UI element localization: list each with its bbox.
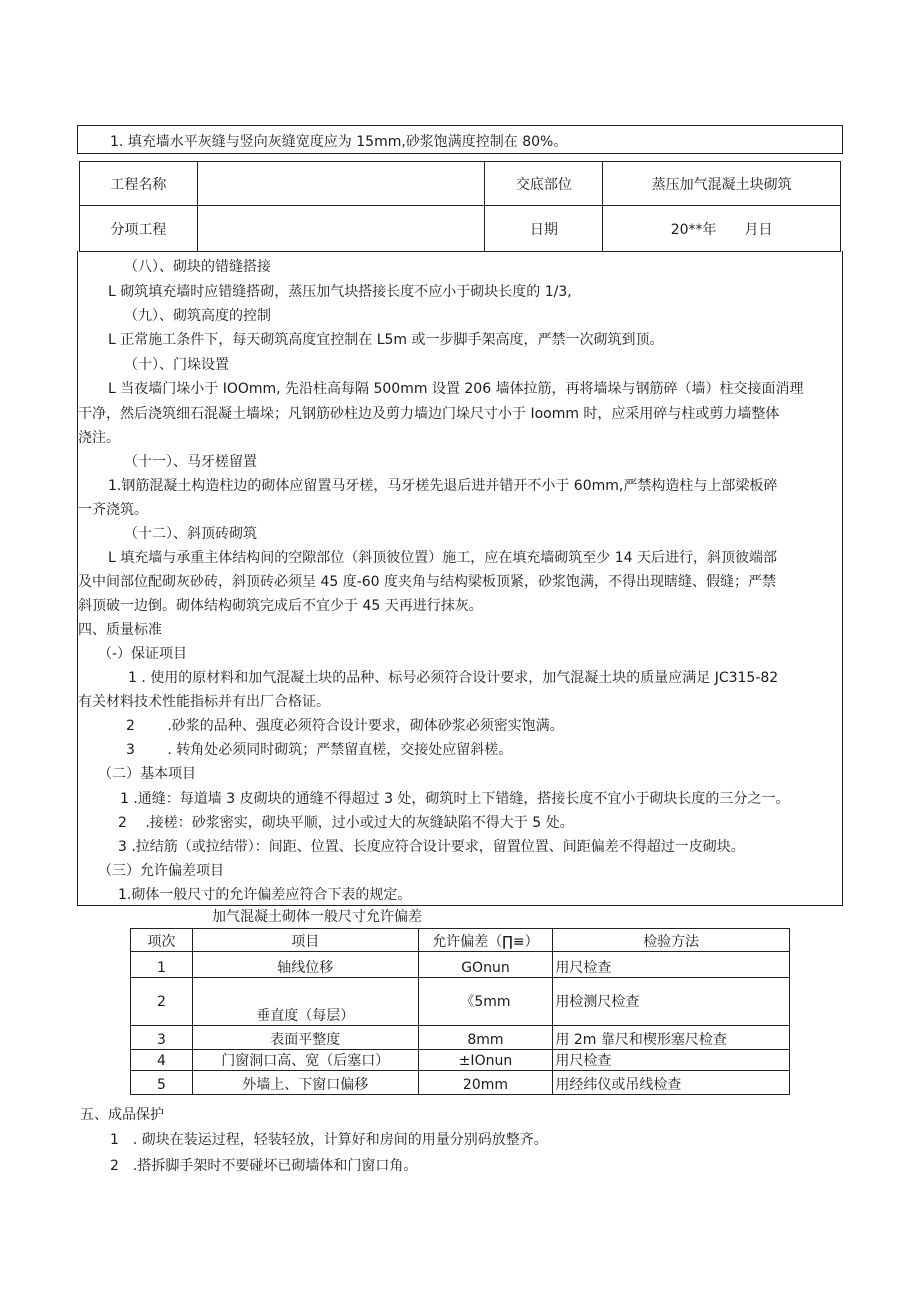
paragraph-line: 一齐浇筑。 <box>78 502 148 518</box>
col-header: 检验方法 <box>553 929 790 952</box>
paragraph-line: 2 .砂浆的品种、强度必须符合设计要求，砌体砂浆必须密实饱满。 <box>126 718 564 734</box>
header-table <box>79 161 841 252</box>
row-item: 垂直度（每层） <box>192 978 418 1026</box>
location-value: 蒸压加气混凝土块砌筑 <box>603 162 841 206</box>
col-header: 允许偏差（∏≡） <box>418 929 553 952</box>
table-row <box>131 978 790 1026</box>
location-label: 交底部位 <box>485 162 603 206</box>
paragraph-line: 1 . 砌块在装运过程，轻装轻放，计算好和房间的用量分别码放整齐。 <box>110 1132 548 1148</box>
heading-10: （十）、门垛设置 <box>124 357 229 373</box>
table-row <box>131 1026 790 1050</box>
tolerance-table <box>130 928 790 1095</box>
col-header: 项目 <box>192 929 418 952</box>
row-item: 门窗洞口高、宽（后塞口） <box>192 1050 418 1071</box>
heading-8: （八）、砌块的错缝搭接 <box>124 259 271 275</box>
row-index: 3 <box>131 1026 193 1050</box>
row-method: 用 2m 靠尺和楔形塞尺检查 <box>553 1026 790 1050</box>
paragraph-line: 1.砌体一般尺寸的允许偏差应符合下表的规定。 <box>118 887 412 903</box>
row-index: 5 <box>131 1071 193 1095</box>
table-title: 加气混凝土砌体一般尺寸允许偏差 <box>212 909 422 925</box>
section-5-title: 五、成品保护 <box>80 1107 164 1123</box>
paragraph-line: L 当夜墙门垛小于 IOOmm, 先沿柱高每隔 500mm 设置 206 墙体拉筋，再将墙垛与钢筋碎（墙）柱交接面消理 <box>108 381 804 397</box>
paragraph-line: 干净，然后浇筑细石混凝土墙垛；凡钢筋砂柱边及剪力墙边门垛尺寸小于 Ioomm 时，应采用碎与柱或剪力墙整体 <box>78 406 780 422</box>
row-method: 用经纬仪或吊线检查 <box>553 1071 790 1095</box>
top-note-box <box>77 125 843 154</box>
paragraph-line: 1.钢筋混凝土构造柱边的砌体应留置马牙槎，马牙槎先退后进并错开不小于 60mm,严禁构造柱与上部梁板碎 <box>108 478 778 494</box>
table-header-row <box>131 929 790 952</box>
project-name-value <box>197 162 485 206</box>
row-item: 轴线位移 <box>192 952 418 978</box>
row-tolerance: 20mm <box>418 1071 553 1095</box>
row-item: 外墙上、下窗口偏移 <box>192 1071 418 1095</box>
paragraph-line: 浇注。 <box>78 430 120 446</box>
paragraph-line: 2 .接槎：砂浆密实，砌块平顺，过小或过大的灰缝缺陷不得大于 5 处。 <box>118 815 574 831</box>
sub-project-label: 分项工程 <box>80 206 198 252</box>
section-4-title: 四、质量标准 <box>78 622 162 638</box>
heading-11: （十一）、马牙槎留置 <box>124 454 257 470</box>
heading-9: （九）、砌筑高度的控制 <box>124 308 271 324</box>
date-label: 日期 <box>485 206 603 252</box>
row-method: 用尺检查 <box>553 1050 790 1071</box>
paragraph-line: L 砌筑填充墙时应错缝搭砌，蒸压加气块搭接长度不应小于砌块长度的 1/3, <box>108 284 572 300</box>
row-index: 2 <box>131 978 193 1026</box>
subsection-title: （三）允许偏差项目 <box>98 863 224 879</box>
table-row <box>131 1050 790 1071</box>
table-row <box>131 1071 790 1095</box>
sub-project-value <box>197 206 485 252</box>
row-index: 4 <box>131 1050 193 1071</box>
row-tolerance: GOnun <box>418 952 553 978</box>
paragraph-line: 斜顶破一边倒。砌体结构砌筑完成后不宜少于 45 天再进行抹灰。 <box>78 598 483 614</box>
paragraph-line: 2 .搭拆脚手架时不要碰坏已砌墙体和门窗口角。 <box>110 1158 418 1174</box>
heading-12: （十二）、斜顶砖砌筑 <box>124 526 257 542</box>
row-tolerance: ±IOnun <box>418 1050 553 1071</box>
paragraph-line: 1 .通缝：每道墙 3 皮砌块的通缝不得超过 3 处，砌筑时上下错缝，搭接长度不宜小于砌块长度的三分之一。 <box>120 791 790 807</box>
paragraph-line: 3 .拉结筋（或拉结带）：间距、位置、长度应符合设计要求，留置位置、间距偏差不得超过一皮砌块。 <box>118 839 745 855</box>
paragraph-line: L 正常施工条件下，每天砌筑高度宜控制在 L5m 或一步脚手架高度，严禁一次砌筑到顶。 <box>108 332 664 348</box>
subsection-title: （-）保证项目 <box>98 646 188 662</box>
row-tolerance: 《5mm <box>418 978 553 1026</box>
row-tolerance: 8mm <box>418 1026 553 1050</box>
paragraph-line: 有关材料技术性能指标并有出厂合格证。 <box>78 694 330 710</box>
row-item: 表面平整度 <box>192 1026 418 1050</box>
top-note: 1. 填充墙水平灰缝与竖向灰缝宽度应为 15mm,砂浆饱满度控制在 80%。 <box>110 134 568 150</box>
paragraph-line: 及中间部位配砌灰砂砖，斜顶砖必须呈 45 度-60 度夹角与结构梁板顶紧，砂浆饱满，不得出现瞎缝、假缝；严禁 <box>78 574 777 590</box>
paragraph-line: 1 . 使用的原材料和加气混凝土块的品种、标号必须符合设计要求，加气混凝土块的质量应满足 JC315-82 <box>128 670 779 686</box>
col-header: 项次 <box>131 929 193 952</box>
row-method: 用检测尺检查 <box>553 978 790 1026</box>
paragraph-line: 3 . 转角处必须同时砌筑；严禁留直槎，交接处应留斜槎。 <box>126 742 513 758</box>
row-method: 用尺检查 <box>553 952 790 978</box>
row-index: 1 <box>131 952 193 978</box>
table-row <box>131 952 790 978</box>
date-value: 20**年 月日 <box>603 206 841 252</box>
project-name-label: 工程名称 <box>80 162 198 206</box>
paragraph-line: L 填充墙与承重主体结构间的空隙部位（斜顶彼位置）施工，应在填充墙砌筑至少 14 天后进行，斜顶彼端部 <box>108 550 777 566</box>
subsection-title: （二）基本项目 <box>98 766 196 782</box>
